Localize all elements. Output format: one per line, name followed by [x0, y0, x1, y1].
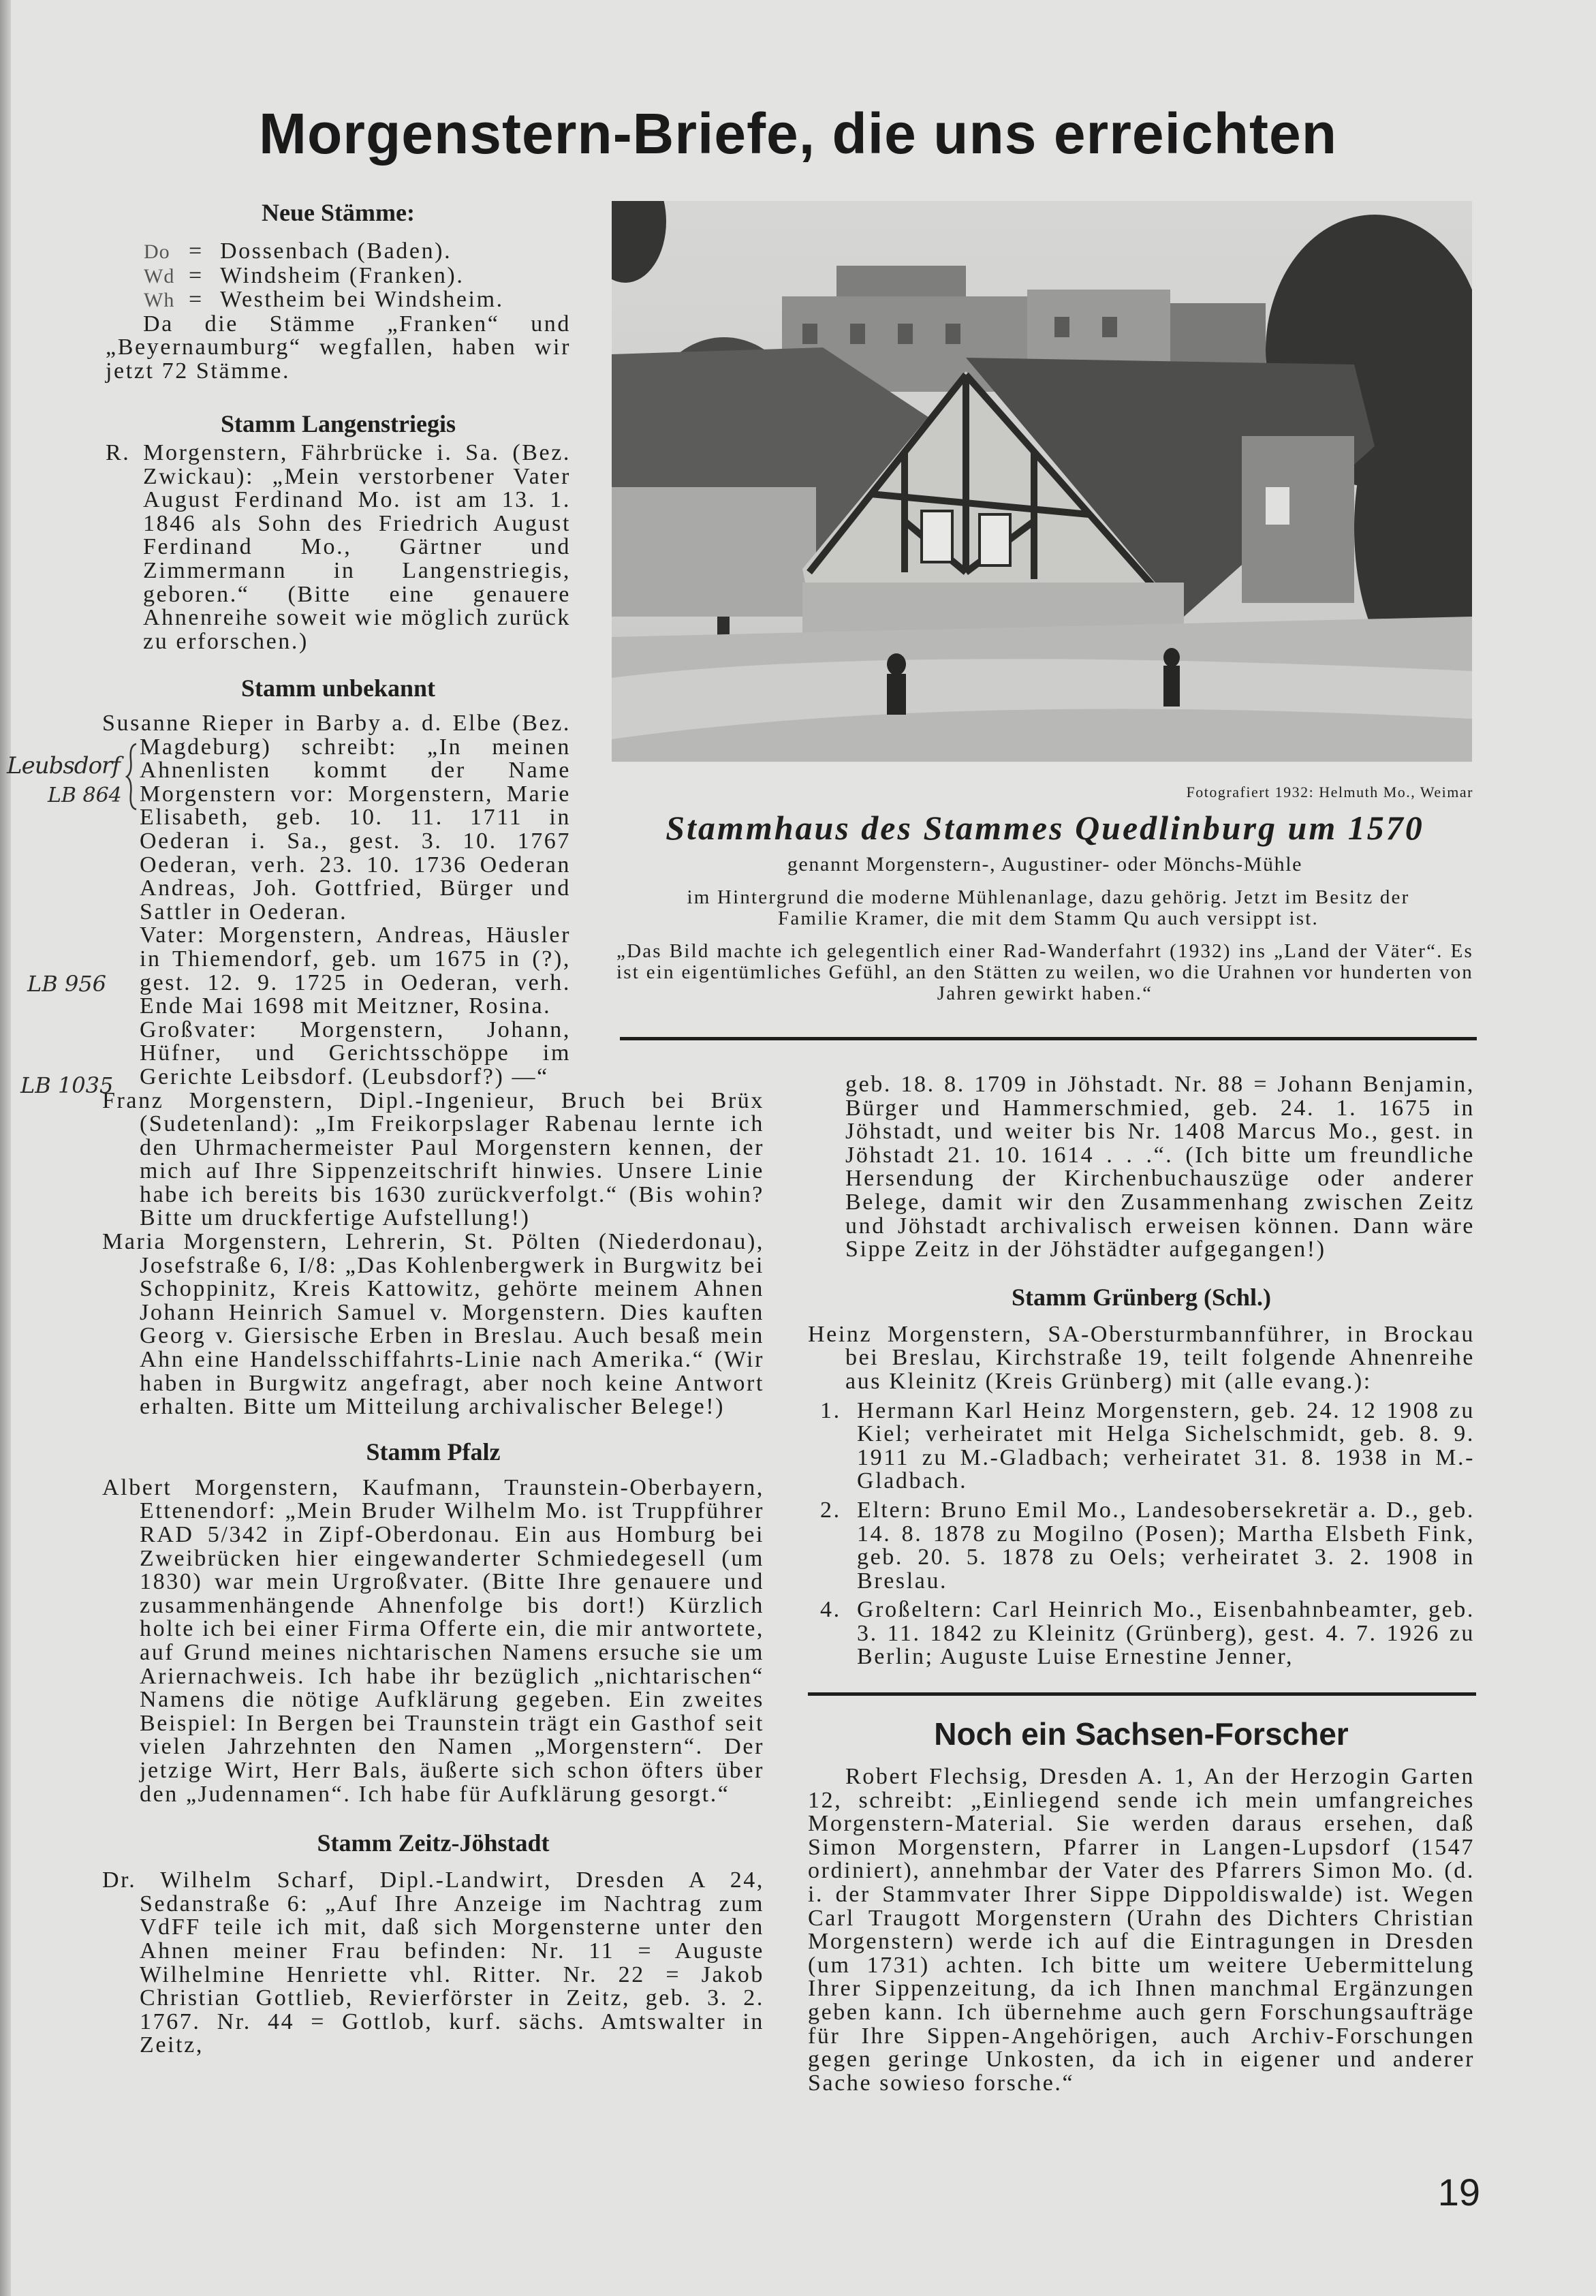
- section-langenstriegis: [106, 410, 571, 653]
- letter-paragraph: Franz Morgenstern, Dipl.-Ingenieur, Bruch bei Brüx (Sudetenland): „Im Freikorpslager Rabenau lernte ich den Uhrmachermeister Paul Morgenstern kennen, der mich auf Ihre Sippenzeitschrift hinwies. Unsere Linie habe ich bereits bis 1630 zurückverfolgt.“ (Bis wohin? Bitte um druckfertige Aufstellung!): [102, 1087, 764, 1231]
- right-column-flow: [808, 1073, 1475, 2095]
- letter-paragraph: Robert Flechsig, Dresden A. 1, An der Herzogin Garten 12, schreibt: „Einliegend sende ich mein umfangreiches Morgenstern-Material. Sie werden daraus ersehen, daß Simon Morgenstern, Pfarrer in Langen-Lupsdorf (1547 ordiniert), annehmbar der Vater des Pfarrers Simon Mo. (d. i. der Stammvater Ihrer Sippe Dippoldiswalde) ist. Wegen Carl Traugott Morgenstern (Urahn des Dichters Christian Morgenstern) werde ich auf die Eintragungen in Dresden (um 1731) achten. Ich bitte um weitere Uebermittelung Ihrer Sippenzeitung, da ich Ihnen manchmal Ergänzungen geben kann. Ich übernehme auch gern Forschungsaufträge für Ihre Sippen-Angehörigen, auch Archiv-Forschungen gegen geringe Unkosten, da ich in eigener und anderer Sache sowieso forsche.“: [808, 1764, 1475, 2096]
- photo-quote: „Das Bild machte ich gelegentlich einer Rad-Wanderfahrt (1932) ins „Land der Väter“. Es ist ein eigentümliches Gefühl, an den Stätten zu weilen, wo die Urahnen vor hunderten von Jahren gewirkt haben.“: [616, 940, 1473, 1004]
- photo-credit: Fotografiert 1932: Helmuth Mo., Weimar: [1186, 784, 1473, 801]
- tribe-entry: Wh = Westheim bei Windsheim.: [144, 287, 504, 313]
- left-wing-wall: [612, 487, 816, 617]
- photo-description: im Hintergrund die moderne Mühlenanlage, dazu gehörig. Jetzt im Besitz der Familie Kramer, die mit dem Stamm Qu auch versippt ist.: [687, 886, 1410, 929]
- page-number: 19: [1437, 2171, 1480, 2214]
- photo-subtitle: genannt Morgenstern-, Augustiner- oder Mönchs-Mühle: [787, 853, 1303, 875]
- section-sachsen: [808, 1765, 1475, 2095]
- tribe-entry: Wd = Windsheim (Franken).: [144, 262, 465, 288]
- letter-paragraph: geb. 18. 8. 1709 in Jöhstadt. Nr. 88 = Johann Benjamin, Bürger und Hammerschmied, geb. 24. 1. 1675 in Jöhstadt, und weiter bis Nr. 1408 Marcus Mo., gest. in Jöhstadt 21. 10. 1614 . . .“. (Ich bitte um freundliche Hersendung der Kirchenbuchauszüge oder anderer Belege, damit wir den Zusammenhang zwischen Zeitz und Jöhstadt archivalisch erweisen können. Dann wäre Sippe Zeitz in der Jöhstädter aufgegangen!): [845, 1072, 1475, 1262]
- section-gruenberg: [808, 1284, 1475, 1669]
- handwritten-note: Leubsdorf: [7, 752, 120, 779]
- letter-paragraph: Heinz Morgenstern, SA-Obersturmbannführer, in Brockau bei Breslau, Kirchstraße 19, teilt folgende Ahnenreihe aus Kleinitz (Kreis Grünberg) mit (alle evang.):: [808, 1321, 1475, 1394]
- divider-rule: [808, 1692, 1476, 1696]
- handwritten-note: LB 864: [48, 784, 122, 807]
- letter-paragraph: Dr. Wilhelm Scharf, Dipl.-Landwirt, Dresden A 24, Sedanstraße 6: „Auf Ihre Anzeige im Nachtrag zum VdFF teile ich mit, daß sich Morgensterne unter den Ahnen meiner Frau befinden: Nr. 11 = Auguste Wilhelmine Henriette vhl. Ritter. Nr. 22 = Jakob Christian Gottlieb, Revierförster in Zeitz, geb. 3. 2. 1767. Nr. 44 = Gottlob, kurf. sächs. Amtswalter in Zeitz,: [102, 1867, 764, 2058]
- handwritten-note: LB 956: [27, 971, 107, 997]
- section-heading: Stamm Grünberg (Schl.): [1012, 1283, 1271, 1311]
- page-title: Morgenstern-Briefe, die uns erreichten: [258, 102, 1338, 166]
- section-heading: Stamm unbekannt: [240, 674, 436, 702]
- right-wing-wall: [1242, 436, 1354, 603]
- letter-paragraph: R. Morgenstern, Fährbrücke i. Sa. (Bez. Zwickau): „Mein verstorbener Vater August Ferdinand Mo. ist am 13. 1. 1846 als Sohn des Friedrich August Ferdinand Mo., Gärtner und Zimmermann in Langenstriegis, geboren.“ (Bitte eine genauere Ahnenreihe soweit wie möglich zurück zu erforschen.): [106, 440, 571, 654]
- section-pfalz: [102, 1438, 764, 1806]
- letter-paragraph: Maria Morgenstern, Lehrerin, St. Pölten (Niederdonau), Josefstraße 6, I/8: „Das Kohlenbergwerk in Burgwitz bei Schoppinitz, Kreis Kattowitz, gehörte meinem Ahnen Johann Heinrich Samuel v. Morgenstern. Dies kauften Georg v. Giersische Erben in Breslau. Auch besaß mein Ahn eine Handelsschiffahrts-Linie nach Amerika.“ (Wir haben in Burgwitz angefragt, aber noch keine Antwort erhalten. Bitte um Mitteilung archivalischer Belege!): [102, 1229, 764, 1420]
- section-heading: Stamm Langenstriegis: [221, 410, 456, 437]
- house-photo: [612, 201, 1472, 762]
- section-heading: Stamm Pfalz: [366, 1438, 501, 1465]
- tribe-entry: Do = Dossenbach (Baden).: [144, 238, 452, 264]
- section-heading-unbekannt: [106, 674, 571, 702]
- section-heading: Stamm Zeitz-Jöhstadt: [317, 1829, 550, 1857]
- page-binding-edge: [0, 0, 11, 2296]
- letter-paragraph: Albert Morgenstern, Kaufmann, Traunstein-Oberbayern, Ettenendorf: „Mein Bruder Wilhelm Mo. ist Truppführer RAD 5/342 in Zipf-Oberdonau. Ein aus Homburg bei Zweibrücken hier eingewanderter Schmiedegesell (um 1830) war mein Urgroßvater. (Bitte Ihre genauere und zusammenhängende Ahnenfolge bis dort!) Kürzlich holte ich bei einer Firma Offerte ein, die mir antwortete, auf Grund meines nichtarischen Namens ersuche sie um Ariernachweis. Ich habe ihr bezüglich „nichtarischen“ Namens die nötige Aufklärung gegeben. Ein zweites Beispiel: In Bergen bei Traunstein trägt ein Gasthof seit vielen Jahrzehnten den Namen „Morgenstern“. Der jetzige Wirt, Herr Bals, äußerte sich schon öfters über den „Judennamen“. Ich habe für Aufklärung gesorgt.“: [102, 1474, 764, 1807]
- section-zeitz: [102, 1829, 764, 2058]
- tribe-list: [106, 240, 571, 313]
- handwritten-brace: [125, 743, 138, 811]
- ancestor-item: 4. Großeltern: Carl Heinrich Mo., Eisenbahnbeamter, geb. 3. 11. 1842 zu Kleinitz (Grünberg), gest. 4. 7. 1926 zu Berlin; Auguste Luise Ernestine Jenner,: [820, 1597, 1475, 1670]
- ancestor-item: 1. Hermann Karl Heinz Morgenstern, geb. 24. 12 1908 zu Kiel; verheiratet mit Helga Sichelschmidt, geb. 8. 9. 1911 zu M.-Gladbach; verheiratet 31. 8. 1938 in M.-Gladbach.: [820, 1397, 1475, 1494]
- ancestor-item: 2. Eltern: Bruno Emil Mo., Landesobersekretär a. D., geb. 14. 8. 1878 zu Mogilno (Posen); Martha Elsbeth Fink, geb. 20. 5. 1878 zu Oels; verheiratet 3. 2. 1908 in Breslau.: [820, 1497, 1475, 1594]
- section-heading-sachsen: Noch ein Sachsen-Forscher: [934, 1716, 1349, 1752]
- letter-grandfather: Großvater: Morgenstern, Johann, Hüfner, und Gerichtsschöppe im Gerichte Leibsdorf. (Leubsdorf?) —“: [140, 1017, 571, 1089]
- section-new-tribes: [106, 199, 571, 384]
- tribe-note: Da die Stämme „Franken“ und „Beyernaumburg“ wegfallen, haben wir jetzt 72 Stämme.: [106, 311, 571, 384]
- handwritten-note: LB 1035: [20, 1072, 114, 1098]
- letter-paragraph: Susanne Rieper in Barby a. d. Elbe (Bez. Magdeburg) schreibt: „In meinen Ahnenlisten kommt der Name Morgenstern vor: Morgenstern, Marie Elisabeth, geb. 10. 11. 1711 in Oederan i. Sa., gest. 3. 10. 1767 Oederan, verh. 23. 10. 1736 Oederan Andreas, Joh. Gottfried, Bürger und Sattler in Oederan.: [102, 711, 571, 925]
- photo-title: Stammhaus des Stammes Quedlinburg um 1570: [666, 809, 1424, 847]
- divider-rule: [620, 1037, 1477, 1040]
- section-heading: Neue Stämme:: [262, 199, 415, 226]
- letter-father: Vater: Morgenstern, Andreas, Häusler in Thiemendorf, geb. um 1675 in (?), gest. 12. 9. 1725 in Oederan, verh. Ende Mai 1698 mit Meitzner, Rosina.: [140, 922, 571, 1019]
